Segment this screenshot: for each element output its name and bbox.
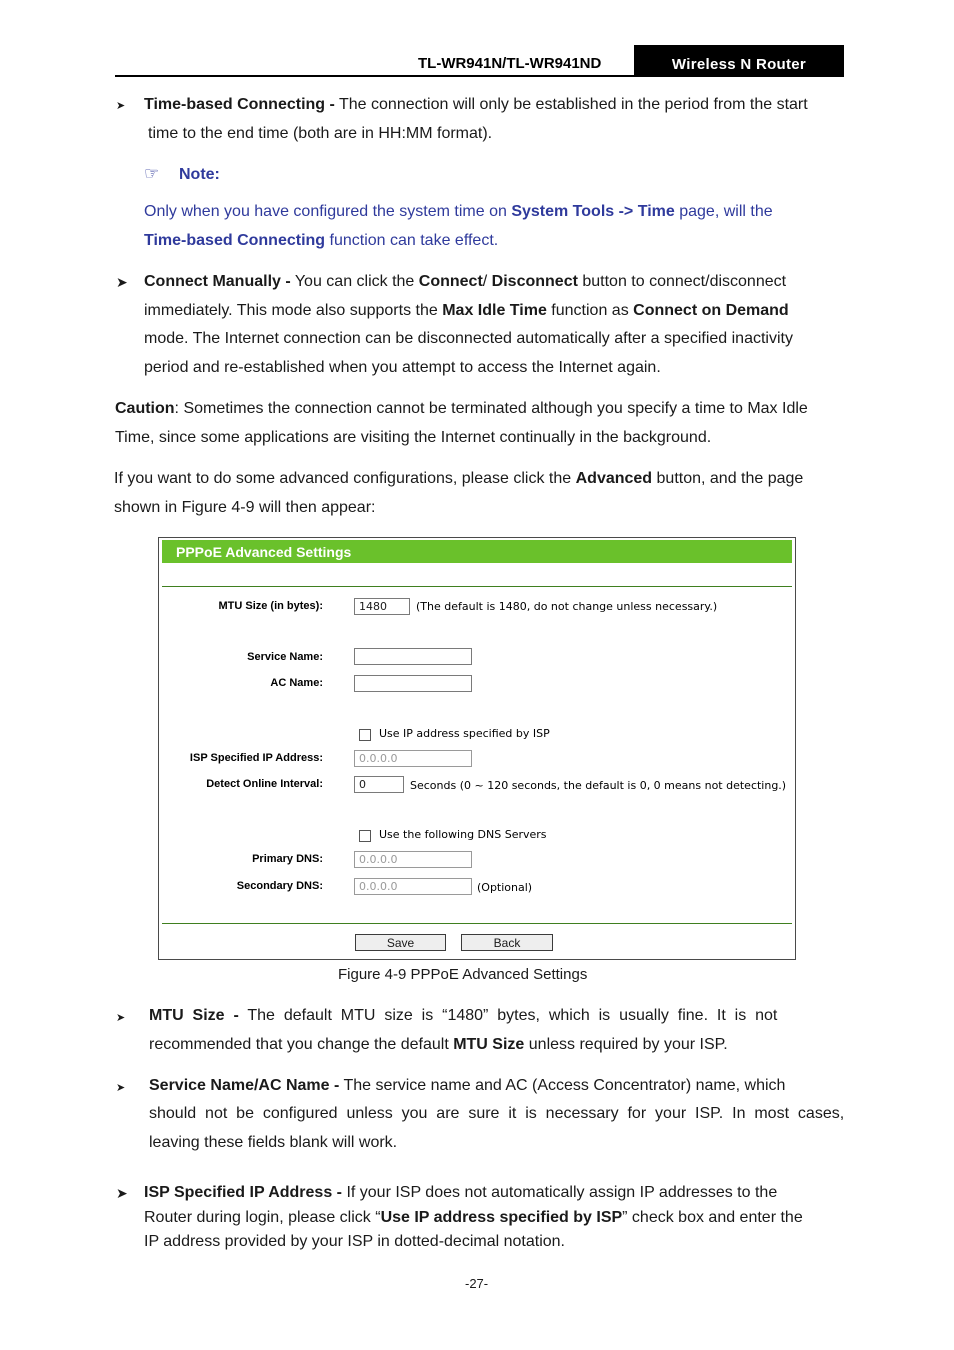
service-name-input[interactable]: [354, 648, 472, 665]
header-rule: [115, 75, 844, 77]
save-button[interactable]: Save: [355, 934, 446, 951]
pppoe-advanced-settings-figure: [158, 537, 796, 960]
use-dns-label: Use the following DNS Servers: [379, 828, 547, 841]
text: /: [482, 273, 492, 290]
use-isp-ip-checkbox[interactable]: [359, 729, 371, 741]
note-line1: [144, 198, 839, 227]
text: function as: [546, 302, 634, 319]
para-connect-manually: [144, 268, 839, 297]
secondary-dns-label: Secondary DNS:: [236, 880, 323, 892]
panel-title-bar: [162, 540, 792, 563]
term: Max Idle Time: [442, 302, 547, 319]
para-service-name: [149, 1072, 839, 1101]
term: Connect: [418, 273, 483, 290]
bullet-arrow-icon: ➤: [116, 100, 126, 112]
isp-ip-input[interactable]: 0.0.0.0: [354, 750, 472, 767]
text: Router during login, please click “: [144, 1209, 381, 1226]
mtu-input[interactable]: 1480: [354, 598, 410, 615]
term: MTU Size -: [149, 1007, 239, 1024]
para-mtu-size-l2: [149, 1031, 728, 1060]
isp-ip-label: ISP Specified IP Address:: [189, 752, 323, 764]
term: Disconnect: [491, 273, 578, 290]
caution-line2: Time, since some applications are visiting the Internet continually in the background.: [115, 429, 712, 446]
page-number: -27-: [465, 1276, 489, 1291]
ac-name-label: AC Name:: [270, 677, 323, 689]
para-advanced: [114, 465, 839, 494]
para-service-name-l2: should not be configured unless you are sure it is necessary for your ISP. In most cases,: [149, 1105, 845, 1122]
text: The connection will only be established in the period from the start: [334, 96, 808, 113]
bullet-arrow-icon: ➤: [116, 274, 128, 290]
caution-label: Caution: [115, 400, 175, 417]
term: Use IP address specified by ISP: [380, 1209, 623, 1226]
term: Connect Manually -: [144, 273, 291, 290]
bullet-arrow-icon: ➤: [116, 1012, 126, 1024]
para-isp-ip-l2: [144, 1205, 839, 1230]
para-service-name-l3: leaving these fields blank will work.: [149, 1134, 398, 1151]
header-product: Wireless N Router: [671, 56, 807, 73]
optional-hint: (Optional): [477, 881, 533, 894]
primary-dns-input[interactable]: 0.0.0.0: [354, 851, 472, 868]
bullet-arrow-icon: ➤: [116, 1082, 126, 1094]
text: The service name and AC (Access Concentrator) name, which: [339, 1077, 786, 1094]
header-model: TL-WR941N/TL-WR941ND: [418, 55, 602, 72]
para-isp-ip: [144, 1180, 839, 1205]
term: System Tools -> Time: [511, 203, 675, 220]
service-name-label: Service Name:: [247, 651, 323, 663]
bullet-arrow-icon: ➤: [116, 1185, 128, 1201]
para-isp-ip-l3: IP address provided by your ISP in dotted-decimal notation.: [144, 1233, 565, 1250]
text: Only when you have configured the system time on: [144, 203, 512, 220]
header-product-box: [634, 45, 844, 77]
text: button to connect/disconnect: [577, 273, 787, 290]
para-advanced-l2: shown in Figure 4-9 will then appear:: [114, 499, 376, 516]
pointing-hand-icon: ☞: [144, 164, 160, 183]
mtu-label: MTU Size (in bytes):: [218, 600, 323, 612]
term: Time-based Connecting: [144, 232, 326, 249]
text: The default MTU size is “1480” bytes, which is usually fine. It is not: [238, 1007, 778, 1024]
text: unless required by your ISP.: [524, 1036, 728, 1053]
text: ” check box and enter the: [622, 1209, 803, 1226]
para-connect-manually-l3: mode. The Internet connection can be disconnected automatically after a specified inactivity: [144, 330, 793, 347]
text: If your ISP does not automatically assign IP addresses to the: [342, 1184, 778, 1201]
para-mtu-size: [149, 1002, 839, 1031]
detect-interval-input[interactable]: 0: [354, 776, 404, 793]
detect-interval-hint: Seconds (0 ~ 120 seconds, the default is 0, 0 means not detecting.): [410, 779, 787, 792]
text: recommended that you change the default: [149, 1036, 454, 1053]
para-time-based-l2: time to the end time (both are in HH:MM format).: [148, 125, 493, 142]
text: button, and the page: [652, 470, 804, 487]
use-dns-checkbox[interactable]: [359, 830, 371, 842]
secondary-dns-input[interactable]: 0.0.0.0: [354, 878, 472, 895]
figure-caption: Figure 4-9 PPPoE Advanced Settings: [338, 966, 588, 983]
para-connect-manually-l2: [144, 297, 839, 326]
note-line2: [144, 227, 498, 256]
note-title: Note:: [179, 166, 220, 183]
para-time-based: [144, 91, 844, 120]
text: : Sometimes the connection cannot be terminated although you specify a time to Max Idle: [174, 400, 808, 417]
term: Advanced: [575, 470, 653, 487]
detect-interval-label: Detect Online Interval:: [206, 778, 323, 790]
divider: [162, 923, 792, 924]
primary-dns-label: Primary DNS:: [252, 853, 323, 865]
text: page, will the: [674, 203, 773, 220]
text: You can click the: [290, 273, 419, 290]
text: function can take effect.: [325, 232, 499, 249]
term: Time-based Connecting -: [144, 96, 335, 113]
term: ISP Specified IP Address -: [144, 1184, 342, 1201]
panel-title: PPPoE Advanced Settings: [176, 544, 352, 560]
term: MTU Size: [453, 1036, 525, 1053]
divider: [162, 586, 792, 587]
text: If you want to do some advanced configurations, please click the: [114, 470, 576, 487]
para-connect-manually-l4: period and re-established when you attempt to access the Internet again.: [144, 359, 661, 376]
term: Connect on Demand: [633, 302, 789, 319]
mtu-hint: (The default is 1480, do not change unless necessary.): [416, 600, 718, 613]
use-isp-ip-label: Use IP address specified by ISP: [379, 727, 550, 740]
caution-line1: [115, 395, 839, 424]
ac-name-input[interactable]: [354, 675, 472, 692]
back-button[interactable]: Back: [461, 934, 553, 951]
term: Service Name/AC Name -: [149, 1077, 340, 1094]
text: immediately. This mode also supports the: [144, 302, 443, 319]
